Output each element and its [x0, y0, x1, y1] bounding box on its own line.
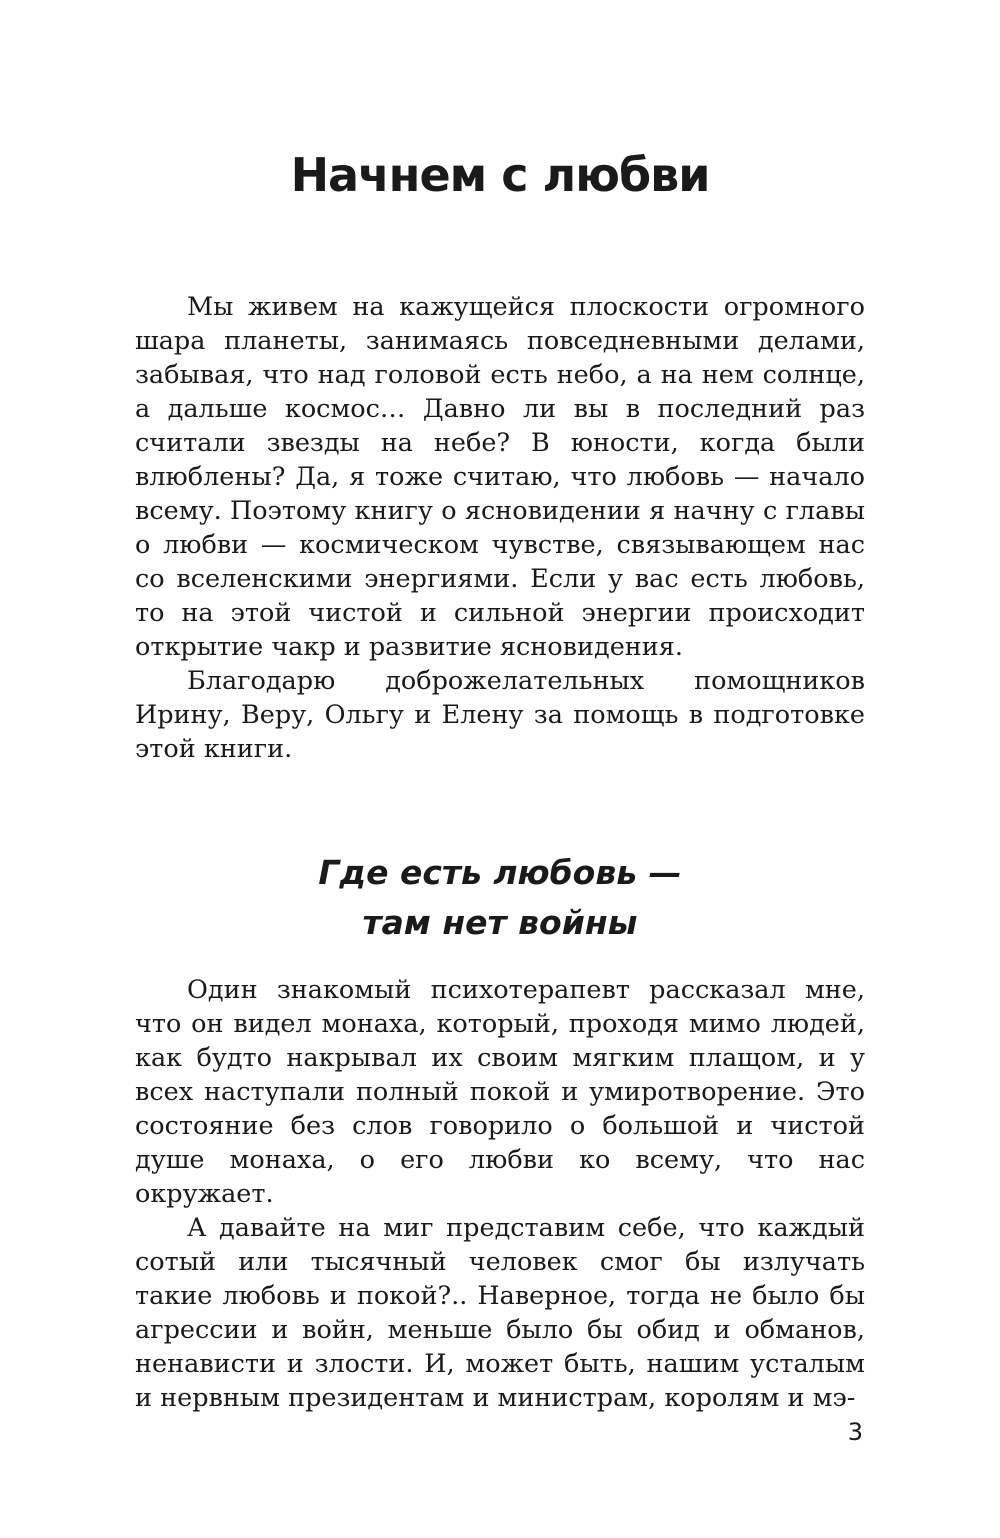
intro-paragraph-2: Благодарю доброжелательных помощников Ирину, Веру, Ольгу и Елену за помощь в подготовке этой книги. — [135, 666, 865, 764]
chapter-title: Начнем с любви — [290, 148, 710, 202]
section-paragraph-2: А давайте на миг представим себе, что каждый сотый или тысячный человек смог бы излучать такие любовь и покой?.. Наверное, тогда не было бы агрессии и войн, меньше было бы обид и обманов, ненависти и злости. И, может быть, нашим усталым и нервным президентам и министрам, королям и мэ- — [135, 1213, 865, 1413]
intro-paragraph-1: Мы живем на кажущейся плоскости огромного шара планеты, занимаясь повседневными делами, забывая, что над головой есть небо, а на нем солнце, а дальше космос… Давно ли вы в последний раз считали звезды на небе? В юности, когда были влюблены? Да, я тоже считаю, что любовь — начало всему. Поэтому книгу о ясновидении я начну с главы о любви — космическом чувстве, связывающем нас со вселенскими энергиями. Если у вас есть любовь, то на этой чистой и сильной энергии происходит открытие чакр и развитие ясновидения. — [135, 292, 865, 662]
section-paragraph-1: Один знакомый психотерапевт рассказал мне, что он видел монаха, который, проходя мимо людей, как будто накрывал их своим мягким плащом, и у всех наступали полный покой и умиротворение. Это состояние без слов говорило о большой и чистой душе монаха, о его любви ко всему, что нас окружает. — [135, 975, 865, 1209]
section-title-line-2: там нет войны — [362, 903, 638, 942]
chapter-intro-text — [135, 290, 865, 766]
section-title-line-1: Где есть любовь — — [318, 853, 682, 892]
section-body-text — [135, 973, 865, 1415]
page-number: 3 — [847, 1418, 863, 1446]
section-title — [0, 848, 1000, 948]
